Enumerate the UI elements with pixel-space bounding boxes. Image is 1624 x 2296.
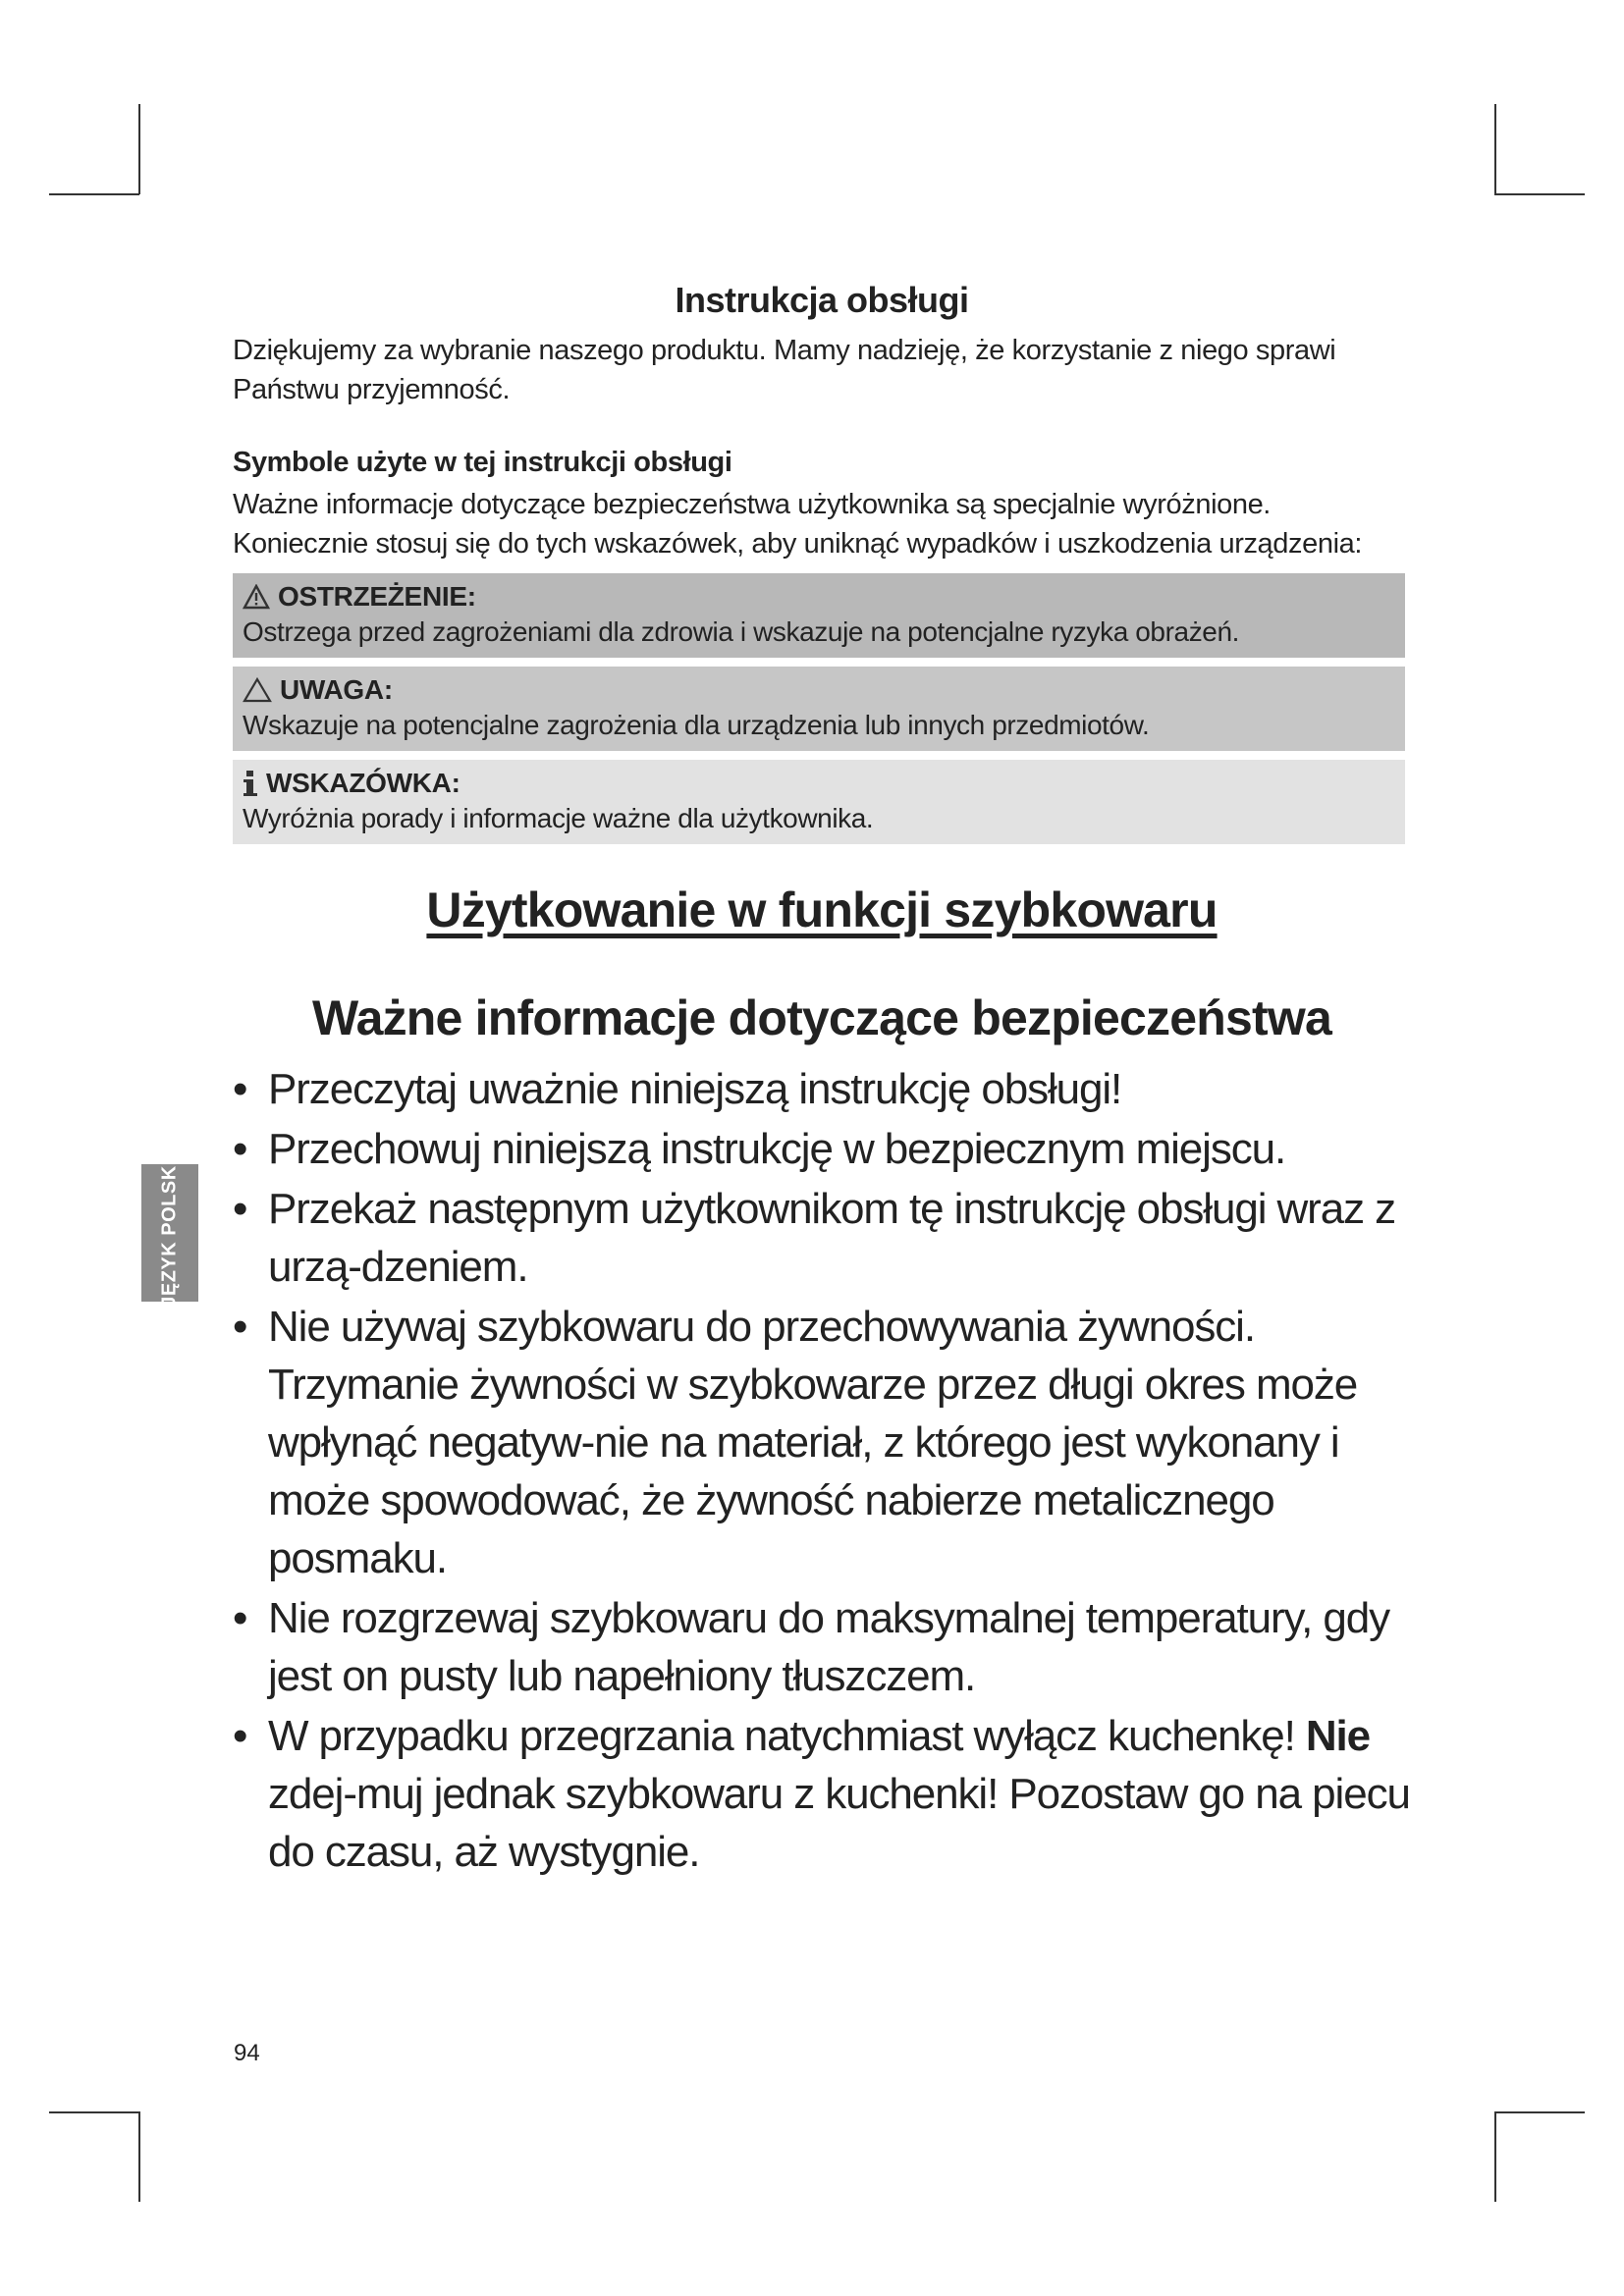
symbols-text: Ważne informacje dotyczące bezpieczeństwa użytkownika są specjalnie wyróżnione. Koniecznie stosuj się do tych wskazówek, aby uniknąć wypadków i uszkodzenia urządzenia: (233, 489, 1362, 560)
caution-label: UWAGA: (280, 674, 393, 705)
symbols-heading: Symbole użyte w tej instrukcji obsługi (233, 447, 732, 478)
info-icon (243, 770, 258, 797)
section-heading-safety: Ważne informacje dotyczące bezpieczeństwa (312, 990, 1331, 1045)
caution-text: Wskazuje na potencjalne zagrożenia dla urządzenia lub innych przedmiotów. (243, 710, 1150, 740)
section-heading-pressure-cooker: Użytkowanie w funkcji szybkowaru (426, 882, 1218, 937)
list-item-emphasis: Nie (1305, 1712, 1371, 1760)
list-item: • Przekaż następnym użytkownikom tę instrukcję obsługi wraz z urzą-dzeniem. (233, 1180, 1411, 1296)
crop-mark (1494, 104, 1496, 194)
caution-triangle-icon (243, 677, 272, 703)
warning-triangle-icon (243, 584, 270, 610)
list-item: • Nie używaj szybkowaru do przechowywania żywności. Trzymanie żywności w szybkowarze przez długi okres może wpłynąć negatyw-nie na materiał, z którego jest wykonany i może spowodować, że żywność nabierze metalicznego posmaku. (233, 1298, 1411, 1587)
warning-box (233, 573, 1405, 658)
crop-mark (1494, 2111, 1496, 2202)
list-item-text: zdej-muj jednak szybkowaru z kuchenki! Pozostaw go na piecu do czasu, aż wystygnie. (268, 1770, 1410, 1876)
list-item: • Przeczytaj uważnie niniejszą instrukcję obsługi! (233, 1060, 1411, 1118)
language-label: JĘZYK POLSKI (158, 1158, 181, 1308)
warning-text: Ostrzega przed zagrożeniami dla zdrowia i wskazuje na potencjalne ryzyka obrażeń. (243, 616, 1240, 647)
page-number: 94 (234, 2040, 260, 2066)
crop-mark (138, 2111, 140, 2202)
list-item: • Nie rozgrzewaj szybkowaru do maksymalnej temperatury, gdy jest on pusty lub napełniony tłuszczem. (233, 1589, 1411, 1705)
crop-mark (138, 104, 140, 194)
page-content (233, 280, 1411, 1883)
caution-box (233, 667, 1405, 751)
safety-list (233, 1060, 1411, 1881)
crop-mark (49, 193, 139, 195)
crop-mark (1494, 193, 1585, 195)
crop-mark (1494, 2111, 1585, 2113)
intro-text: Dziękujemy za wybranie naszego produktu. Mamy nadzieję, że korzystanie z niego sprawi Państwu przyjemność. (233, 335, 1336, 405)
note-text: Wyróżnia porady i informacje ważne dla użytkownika. (243, 803, 874, 833)
crop-mark (49, 2111, 139, 2113)
list-item: • Przechowuj niniejszą instrukcję w bezpiecznym miejscu. (233, 1120, 1411, 1178)
list-item-text: W przypadku przegrzania natychmiast wyłącz kuchenkę! (268, 1712, 1306, 1760)
list-item (233, 1707, 1411, 1881)
warning-label: OSTRZEŻENIE: (278, 581, 476, 612)
page-title: Instrukcja obsługi (675, 280, 969, 320)
note-label: WSKAZÓWKA: (266, 768, 460, 798)
language-side-tab (141, 1158, 198, 1308)
note-box (233, 760, 1405, 844)
